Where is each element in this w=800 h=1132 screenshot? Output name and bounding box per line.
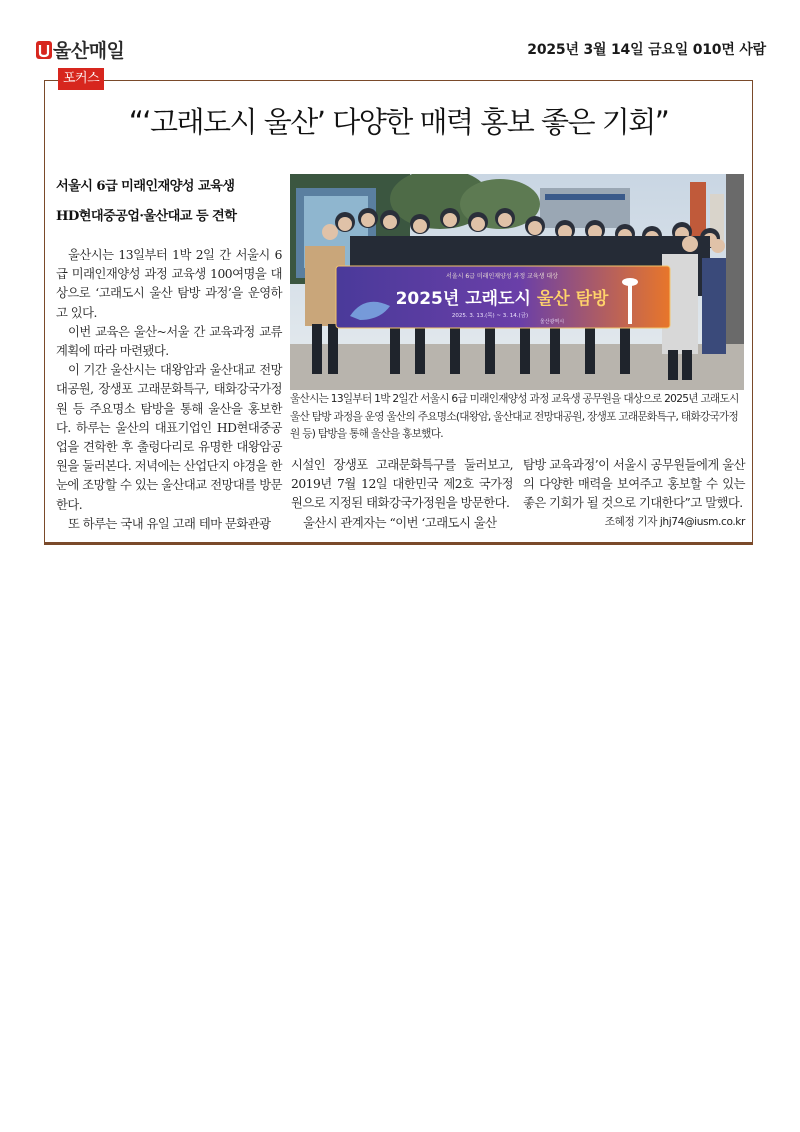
body-column-2 [291, 456, 513, 533]
subhead-line: HD현대중공업·울산대교 등 견학 [56, 209, 237, 224]
banner-org: 울산광역시 [539, 319, 565, 325]
body-paragraph: 이 기간 울산시는 대왕암과 울산대교 전망대공원, 장생포 고래문화특구, 태화강국가정원 등 주요명소 탐방을 통해 울산을 홍보한다. 하루는 울산의 대표기업인 HD현대중공업을 견학한 후 출렁다리로 유명한 대왕암공원을 둘러본다. 저녁에는 산업단지 야경을 한눈에 조망할 수 있는 울산대교 전망대를 방문한다. [56, 363, 282, 512]
masthead [36, 36, 766, 66]
newspaper-logo [36, 36, 124, 63]
byline: 조혜정 기자 jhj74@iusm.co.kr [604, 515, 745, 528]
body-column-3 [523, 456, 745, 532]
banner-small-text: 서울시 6급 미래인재양성 과정 교육생 대상 [446, 273, 558, 280]
banner-title-a: 2025년 고래도시 [395, 289, 537, 309]
photo-caption: 울산시는 13일부터 1박 2일간 서울시 6급 미래인재양성 과정 교육생 공무원을 대상으로 2025년 고래도시 울산 탐방 과정을 운영 울산의 주요명소(대왕암, 울산대교 전망대공원, 장생포 고래문화특구, 태화강국가정원 등) 탐방을 통해 울산을 홍보했다. [290, 393, 739, 441]
article-photo [290, 174, 744, 390]
subheads [56, 172, 286, 232]
body-paragraph: 이번 교육은 울산~서울 간 교육과정 교류 계획에 따라 마련됐다. [56, 324, 282, 359]
body-paragraph-text: 탐방 교육과정’이 서울시 공무원들에게 울산의 다양한 매력을 보여주고 홍보할 수 있는 좋은 기회가 될 것으로 기대한다”고 말했다. [523, 458, 745, 511]
body-paragraph: 울산시 관계자는 “이번 ‘고래도시 울산 [303, 515, 497, 530]
logo-mark-icon [36, 41, 52, 59]
banner-title-b: 울산 탐방 [536, 289, 609, 309]
body-paragraph [523, 456, 745, 532]
banner-title [396, 288, 609, 309]
logo-text: 울산매일 [53, 40, 125, 62]
body-paragraph: 시설인 장생포 고래문화특구를 둘러보고, 2019년 7월 12일 대한민국 제2호 국가정원으로 지정된 태화강국가정원을 방문한다. [291, 458, 513, 511]
section-tag: 포커스 [58, 68, 104, 90]
dateline: 2025년 3월 14일 금요일 010면 사람 [527, 42, 766, 58]
headline: “‘고래도시 울산’ 다양한 매력 홍보 좋은 기회” [128, 105, 669, 139]
body-paragraph: 또 하루는 국내 유일 고래 테마 문화관광 [68, 516, 271, 531]
subhead-line: 서울시 6급 미래인재양성 교육생 [56, 179, 235, 194]
body-column-1 [56, 246, 282, 534]
banner-dates: 2025. 3. 13.(목) ~ 3. 14.(금) [451, 313, 529, 319]
body-paragraph: 울산시는 13일부터 1박 2일 간 서울시 6급 미래인재양성 과정 교육생 100여명을 대상으로 ‘고래도시 울산 탐방 과정’을 운영하고 있다. [56, 248, 282, 320]
group-photo-illustration [290, 174, 744, 390]
